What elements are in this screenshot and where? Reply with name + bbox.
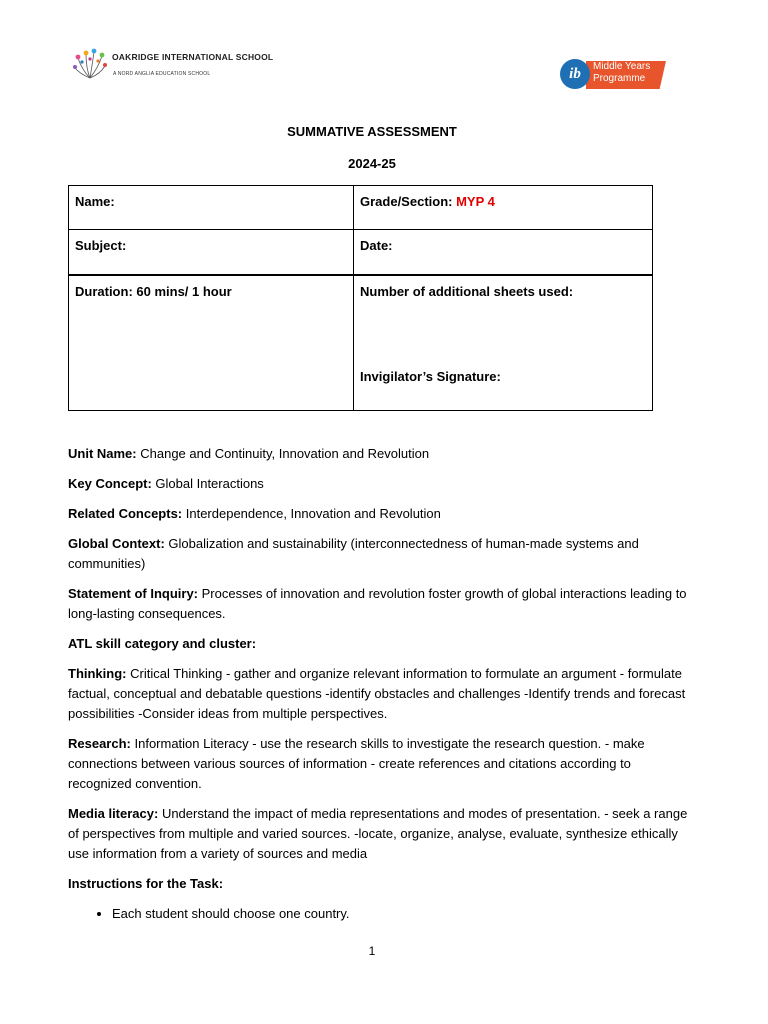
student-info-table	[68, 185, 653, 411]
school-logo	[70, 44, 300, 86]
date-label: Date:	[360, 238, 393, 253]
assessment-details	[68, 444, 688, 924]
global-context: Global Context: Globalization and sustainability (interconnectedness of human-made systems and communities)	[68, 536, 639, 571]
sheets-label: Number of additional sheets used:	[360, 284, 574, 299]
subject-label: Subject:	[75, 238, 127, 253]
name-label: Name:	[75, 194, 115, 209]
key-concept: Key Concept: Global Interactions	[68, 476, 264, 491]
school-name: OAKRIDGE INTERNATIONAL SCHOOL	[112, 52, 274, 62]
academic-year: 2024-25	[348, 156, 396, 171]
school-emblem-icon	[70, 44, 110, 84]
sheets-cell[interactable]	[354, 275, 653, 411]
grade-value: MYP 4	[456, 194, 495, 209]
list-item: • Each student should choose one country.	[112, 904, 688, 924]
myp-logo	[558, 57, 670, 93]
instructions-heading: Instructions for the Task:	[68, 876, 224, 891]
instructions-list	[68, 904, 688, 924]
grade-label: Grade/Section:	[360, 194, 457, 209]
atl-heading: ATL skill category and cluster:	[68, 636, 257, 651]
page-number: 1	[368, 944, 376, 958]
invigilator-label: Invigilator’s Signature:	[360, 369, 501, 384]
skill-research: Research: Information Literacy - use the research skills to investigate the research question. - make connections between various sources of information - create references and citations according to recognized convention.	[68, 736, 645, 791]
date-cell[interactable]	[354, 230, 653, 276]
myp-line2: Programme	[593, 73, 646, 84]
statement-of-inquiry: Statement of Inquiry: Processes of innovation and revolution foster growth of global interactions leading to long-lasting consequences.	[68, 586, 687, 621]
duration-label: Duration: 60 mins/ 1 hour	[75, 284, 232, 299]
skill-thinking: Thinking: Critical Thinking - gather and organize relevant information to formulate an argument - formulate factual, conceptual and debatable questions -identify obstacles and challenges -Identify trends and forecast possibilities -Consider ideas from multiple perspectives.	[68, 666, 686, 721]
subject-cell[interactable]	[69, 230, 354, 276]
duration-cell	[69, 275, 354, 411]
related-concepts: Related Concepts: Interdependence, Innovation and Revolution	[68, 506, 441, 521]
myp-line1: Middle Years	[593, 61, 651, 72]
ib-logo-icon: ib	[560, 59, 590, 89]
document-title: SUMMATIVE ASSESSMENT	[287, 124, 457, 139]
name-cell[interactable]	[69, 186, 354, 230]
unit-name: Unit Name: Change and Continuity, Innovation and Revolution	[68, 446, 430, 461]
myp-text	[593, 61, 650, 85]
skill-media-literacy: Media literacy: Understand the impact of media representations and modes of presentation. - seek a range of perspectives from multiple and varied sources. -locate, organize, analyse, evaluate, synthesize ethically use information from a variety of sources and media	[68, 806, 688, 861]
school-subtitle: A NORD ANGLIA EDUCATION SCHOOL	[113, 71, 211, 77]
grade-cell[interactable]	[354, 186, 653, 230]
